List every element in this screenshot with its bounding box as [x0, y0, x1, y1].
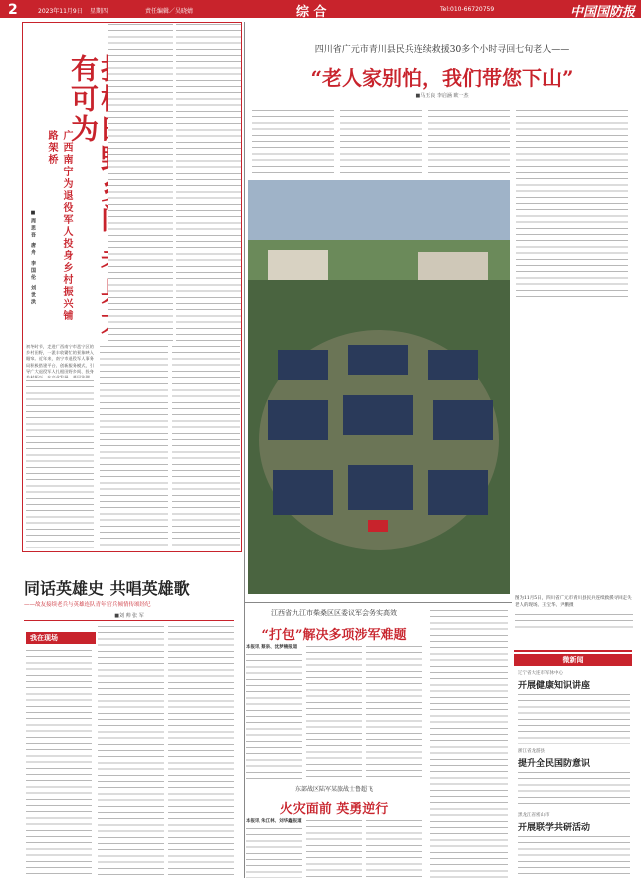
photo-story-kicker: 四川省广元市青川县民兵连续救援30多个小时寻回七旬老人—— [314, 45, 570, 55]
zhejiang-kicker: 东部战区陆军某旅战士鲁超飞 [294, 786, 373, 793]
bottom-left-col3 [168, 624, 234, 876]
lead-story-title: 有可为 [67, 54, 100, 144]
bottom-left-title: 同话英雄史 共唱英雄歌 [24, 579, 190, 598]
continuation-column [430, 608, 508, 878]
bottom-left-col1 [26, 648, 92, 876]
zhejiang-title: 火灾面前 英勇逆行 [279, 802, 389, 817]
news-item-3-body [518, 834, 630, 876]
lead-story-subtitle: 广西南宁为退役军人投身乡村振兴铺路架桥 [46, 130, 72, 322]
column-divider [244, 22, 245, 878]
zhejiang-col3 [366, 818, 422, 878]
page-number: 2 [8, 2, 18, 18]
news-item-1-title: 开展健康知识讲座 [518, 681, 591, 691]
zhejiang-col2 [306, 818, 362, 878]
lead-story-byline: ■周思吾 唐舟 李国伦 刘世洪 [30, 210, 36, 307]
bottom-left-subtitle: ——故友接续老兵与英雄连队青年官兵倾情传颂经纪 [24, 602, 151, 608]
news-item-3-title: 开展联学共研活动 [518, 823, 591, 833]
photo-caption: 图为11月5日，四川省广元市青川县民兵连续救援寻回走失老人的现场。王宝华、尹鹏摄 [515, 596, 632, 608]
jiangxi-kicker: 江西省九江市柴桑区区委议军会务实高效 [271, 609, 397, 617]
photo-story-headline: “老人家别怕，我们带您下山” [310, 66, 574, 90]
news-item-2-region: 浙江省龙游县 [518, 749, 545, 754]
news-column-header: 微新闻 [514, 654, 632, 666]
photo-story-body-col3 [428, 108, 510, 178]
editor-credit: 责任编辑／吴晓婧 [145, 8, 194, 15]
news-item-2-title: 提升全民国防意识 [518, 759, 591, 769]
zhejiang-col1 [246, 826, 302, 878]
photo-story-body-col1 [252, 108, 334, 178]
zhejiang-byline: 本报讯 朱江林、刘华鑫报道 [246, 819, 302, 824]
jiangxi-byline: 本报讯 蔡泉、沈梦楠报道 [246, 645, 298, 650]
parade-photo [248, 180, 510, 594]
contact-phone: Tel:010-66720759 [440, 6, 495, 13]
jiangxi-col3 [366, 644, 422, 780]
section-divider [244, 602, 512, 603]
news-item-2-body [518, 770, 630, 808]
photo-story-body-col4 [516, 108, 628, 300]
bottom-left-col2 [98, 624, 164, 876]
lead-story-frame [22, 22, 242, 552]
issue-weekday: 星期四 [90, 8, 109, 15]
photo-caption-extra [515, 612, 633, 632]
issue-date: 2023年11月9日 [38, 8, 83, 15]
lead-story-body-intro: 初冬时节，走进广西南宁市邕宁区的乡村田野，一派丰收繁忙的景象映入眼帘。近年来，南宁市退役军人事务局积极搭建平台、创新服务模式，引导广大退役军人扎根田野乡间、投身 [26, 344, 94, 374]
newspaper-masthead: 中国国防报 [569, 5, 635, 20]
section-name: 综 合 [296, 5, 327, 20]
news-item-1-body [518, 692, 630, 744]
photo-story-byline: ■马玉良 李启涵 欧一杰 [415, 93, 469, 99]
photo-story-body-col2 [340, 108, 422, 178]
jiangxi-col2 [306, 644, 362, 780]
jiangxi-col1 [246, 652, 302, 780]
scene-box-header: 我在现场 [26, 632, 96, 644]
news-item-1-region: 辽宁省大连市军休中心 [518, 671, 563, 676]
bottom-left-rule [24, 620, 234, 621]
news-item-3-region: 黑龙江省密山市 [518, 813, 550, 818]
jiangxi-title: “打包”解决多项涉军难题 [261, 628, 407, 643]
bottom-left-byline: ■刘 帅 张 军 [114, 613, 144, 619]
